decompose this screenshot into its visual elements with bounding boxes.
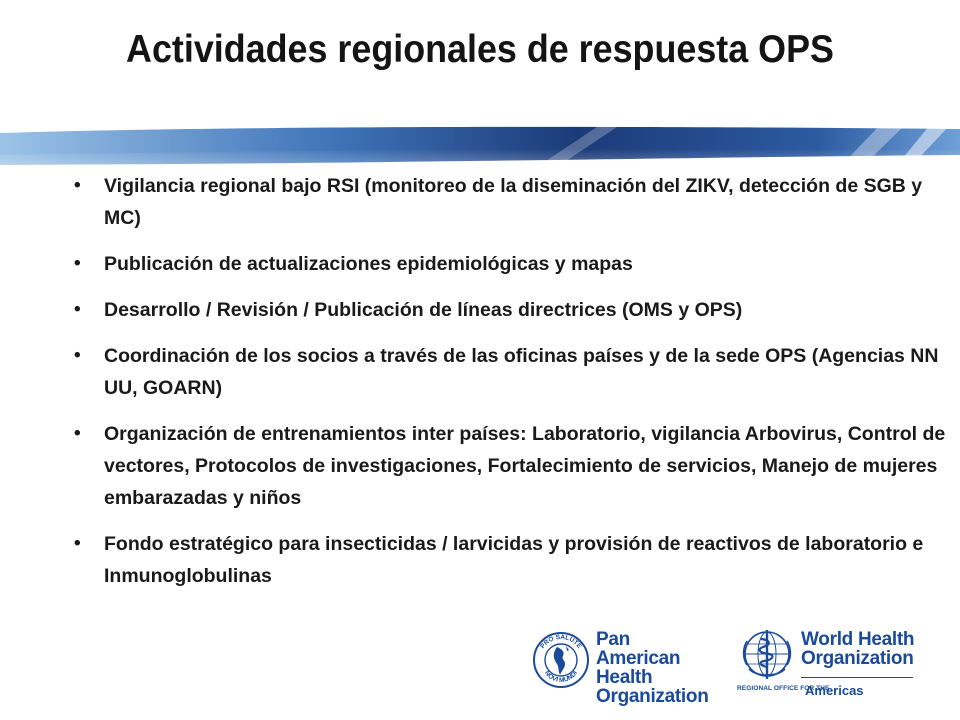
paho-seal-bottom-text: NOVI MUNDI: [542, 669, 580, 685]
bullet-marker: •: [74, 253, 81, 274]
bullet-item: [72, 248, 952, 280]
bullet-marker: •: [74, 345, 81, 366]
bullet-list: [72, 170, 952, 592]
bullet-text: Vigilancia regional bajo RSI (monitoreo de la diseminación del ZIKV, detección de SGB y MC): [104, 175, 923, 229]
paho-seal-top-text: PRO SALUTE: [539, 633, 583, 650]
who-emblem-icon: [737, 625, 797, 683]
paho-seal-icon: [532, 627, 590, 693]
paho-name-line3: Organization: [596, 686, 709, 707]
who-divider: [801, 677, 913, 678]
paho-name: [596, 630, 712, 706]
bullet-item: [72, 528, 952, 592]
paho-logo: [532, 625, 712, 707]
who-logo: [737, 625, 922, 697]
paho-name-line2: Health: [596, 667, 653, 688]
bullet-marker: •: [74, 299, 81, 320]
bullet-marker: •: [74, 175, 81, 196]
bullet-marker: •: [74, 533, 81, 554]
paho-name-line1: Pan American: [596, 629, 681, 669]
logo-footer: [532, 625, 915, 707]
who-name: [801, 630, 914, 668]
bullet-item: [72, 418, 952, 514]
bullet-text: Organización de entrenamientos inter países: Laboratorio, vigilancia Arbovirus, Control de vectores, Protocolos de investigaciones, Fortalecimiento de servicios, Manejo de mujeres embarazadas y niños: [104, 423, 946, 509]
slide-title: Actividades regionales de respuesta OPS: [126, 28, 834, 71]
bullet-text: Desarrollo / Revisión / Publicación de líneas directrices (OMS y OPS): [104, 299, 743, 321]
who-name-line1: World Health: [801, 629, 915, 650]
bullet-item: [72, 340, 952, 404]
bullet-text: Coordinación de los socios a través de las oficinas países y de la sede OPS (Agencias NN UU, GOARN): [104, 345, 939, 399]
bullet-item: [72, 170, 952, 234]
who-name-line2: Organization: [801, 648, 914, 669]
bullet-text: Fondo estratégico para insecticidas / larvicidas y provisión de reactivos de laboratorio e Inmunoglobulinas: [104, 533, 924, 587]
bullet-marker: •: [74, 423, 81, 444]
bullet-list-container: [72, 170, 952, 606]
who-regional-office-label: REGIONAL OFFICE FOR THE: [737, 685, 830, 692]
bullet-item: [72, 294, 952, 326]
bullet-text: Publicación de actualizaciones epidemiológicas y mapas: [104, 253, 633, 275]
who-americas-label: Americas: [805, 683, 864, 698]
